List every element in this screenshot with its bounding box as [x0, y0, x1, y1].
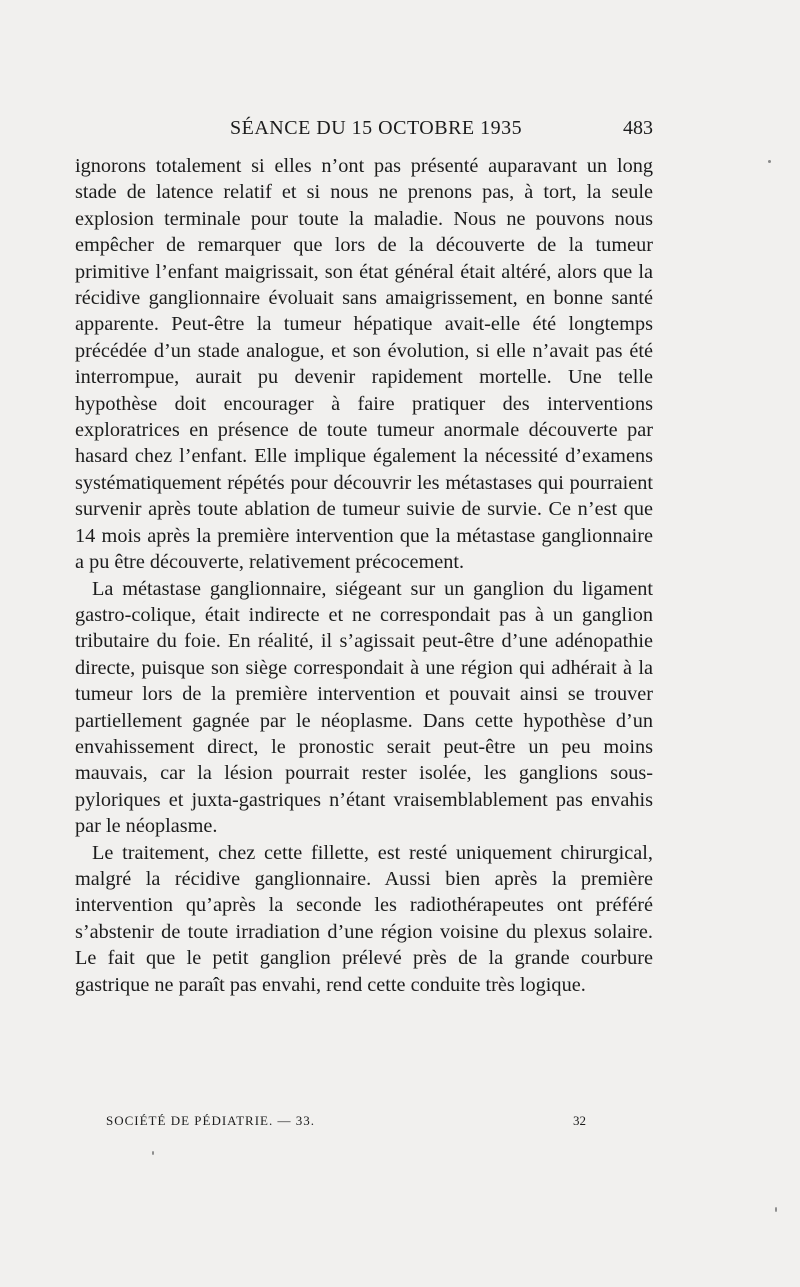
- page-number: 483: [623, 117, 653, 139]
- paragraph-1: ignorons totalement si elles n’ont pas présenté auparavant un long stade de latence relatif et si nous ne prenons pas, à tort, la seule explosion terminale pour toute la maladie. Nous ne pouvons nous empêcher de remarquer que lors de la découverte de la tumeur primitive l’enfant maigrissait, son état général était altéré, alors que la récidive ganglionnaire évoluait sans amaigrissement, en bonne santé apparente. Peut-être la tumeur hépatique avait-elle été longtemps précédée d’un stade analogue, et son évolution, si elle n’avait pas été interrompue, aurait pu devenir rapidement mortelle. Une telle hypothèse doit encourager à faire pratiquer des interventions exploratrices en présence de toute tumeur anormale découverte par hasard chez l’enfant. Elle implique également la nécessité d’examens systématiquement répétés pour découvrir les métastases qui pourraient survenir après toute ablation de tumeur suivie de survie. Ce n’est que 14 mois après la première intervention que la métastase ganglionnaire a pu être découverte, relativement précocement.: [75, 155, 653, 574]
- paragraph-3: Le traitement, chez cette fillette, est resté uniquement chirurgical, malgré la récidive ganglionnaire. Aussi bien après la première intervention qu’après la seconde les radiothérapeutes ont préféré s’abstenir de toute irradiation d’une région voisine du plexus solaire. Le fait que le petit ganglion prélevé près de la grande courbure gastrique ne paraît pas envahi, rend cette conduite très logique.: [75, 841, 653, 996]
- printer-signature: SOCIÉTÉ DE PÉDIATRIE. — 33.: [106, 1113, 315, 1128]
- footer: [106, 1113, 586, 1133]
- running-head: [75, 117, 653, 143]
- sheet-number: 32: [573, 1113, 586, 1128]
- paper-speck: [152, 1151, 154, 1155]
- paper-speck: [768, 160, 771, 163]
- body-text: [75, 153, 653, 998]
- running-title: SÉANCE DU 15 OCTOBRE 1935: [230, 117, 523, 139]
- paper-speck: [775, 1207, 777, 1212]
- paragraph-2: La métastase ganglionnaire, siégeant sur un ganglion du ligament gastro-colique, était indirecte et ne correspondait pas à un ganglion tributaire du foie. En réalité, il s’agissait peut-être d’une adénopathie directe, puisque son siège correspondait à une région qui adhérait à la tumeur lors de la première intervention et pouvait ainsi se trouver partiellement gagnée par le néoplasme. Dans cette hypothèse d’un envahissement direct, le pronostic serait peut-être un peu moins mauvais, car la lésion pourrait rester isolée, les ganglions sous-pyloriques et juxta-gastriques n’étant vraisemblablement pas envahis par le néoplasme.: [75, 577, 653, 838]
